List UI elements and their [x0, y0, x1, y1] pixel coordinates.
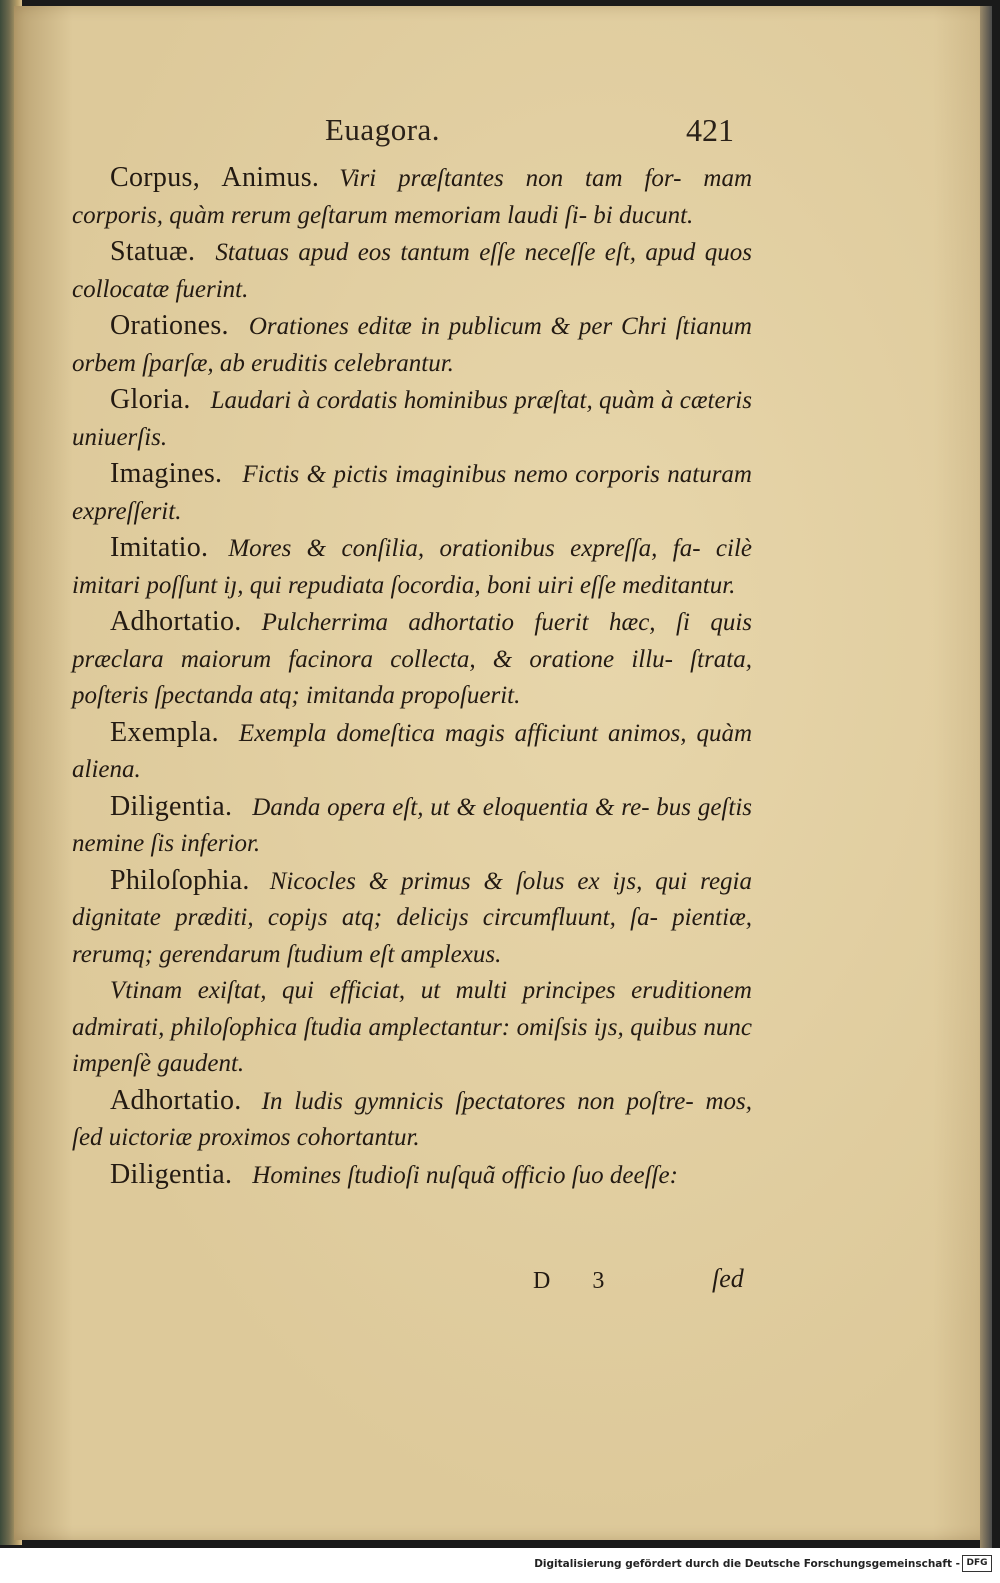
entry-keyword: Statuæ.: [110, 236, 196, 267]
entry-keyword: Corpus, Animus.: [110, 162, 320, 193]
entry-keyword: Adhortatio.: [110, 606, 242, 637]
entry-keyword: Orationes.: [110, 310, 229, 341]
entry-text: Orationes editæ in publicum & per Chri ſtianum orbem ſparſæ, ab eruditis celebrantur.: [72, 313, 752, 377]
entry-keyword: Gloria.: [110, 384, 191, 415]
entry-diligentia-2: [72, 1157, 752, 1195]
entry-keyword: Imagines.: [110, 458, 223, 489]
entry-imitatio: [72, 530, 752, 604]
entry-orationes: [72, 308, 752, 382]
entry-text: Fictis & pictis imaginibus nemo corporis naturam expreſſerit.: [72, 461, 752, 525]
entry-text: Danda opera eſt, ut & eloquentia & re- bus geſtis nemine ſis inferior.: [72, 793, 752, 857]
entry-keyword: Imitatio.: [110, 532, 209, 563]
entry-text: In ludis gymnicis ſpectatores non poſtre- mos, ſed uictoriæ proximos cohortantur.: [72, 1087, 752, 1151]
entry-philosophia: [72, 863, 752, 974]
entry-text: Mores & conſilia, orationibus expreſſa, fa- cilè imitari poſſunt iȷ, qui repudiata ſocordia, boni uiri eſſe meditantur.: [72, 535, 752, 599]
entry-text: Statuas apud eos tantum eſſe neceſſe eſt, apud quos collocatæ fuerint.: [72, 239, 752, 303]
entry-adhortatio-2: [72, 1083, 752, 1157]
entry-statuae: [72, 234, 752, 308]
page-right-edge: [980, 6, 992, 1551]
credit-text: Digitalisierung gefördert durch die Deutsche Forschungsgemeinschaft -: [534, 1558, 960, 1570]
entry-exempla: [72, 715, 752, 789]
entry-text: Nicocles & primus & ſolus ex iȷs, qui regia dignitate præditi, copiȷs atq; deliciȷs circumfluunt, ſa- pientiæ, rerumq; gerendarum ſtudium eſt amplexus.: [72, 867, 752, 968]
running-title: Euagora.: [325, 112, 441, 147]
entry-text: Viri præſtantes non tam for- mam corporis, quàm rerum geſtarum memoriam laudi ſi- bi ducunt.: [72, 165, 752, 229]
page-number: 421: [686, 112, 734, 148]
entry-imagines: [72, 456, 752, 530]
entry-utinam: [72, 973, 752, 1083]
entry-diligentia-1: [72, 789, 752, 863]
entry-gloria: [72, 382, 752, 456]
entry-corpus: [72, 160, 752, 234]
entry-text: Exempla domeſtica magis afficiunt animos, quàm aliena.: [72, 719, 752, 783]
entry-text: Pulcherrima adhortatio fuerit hæc, ſi quis præclara maiorum facinora collecta, & oratione illu- ſtrata, poſteris ſpectanda atq; imitanda propoſuerit.: [72, 609, 752, 709]
entry-adhortatio-1: [72, 604, 752, 715]
signature-mark: D 3: [533, 1268, 623, 1294]
entry-text: Vtinam exiſtat, qui efficiat, ut multi principes eruditionem admirati, philoſophica ſtudia amplectantur: omiſsis iȷs, quibus nunc impenſè gaudent.: [72, 977, 752, 1077]
entry-keyword: Exempla.: [110, 716, 219, 748]
text-block: [72, 160, 752, 1194]
entry-text: Homines ſtudioſi nuſquã officio ſuo deeſſe:: [252, 1161, 678, 1189]
entry-keyword: Philoſophia.: [110, 864, 250, 896]
entry-keyword: Adhortatio.: [110, 1084, 242, 1116]
dfg-logo-icon: DFG: [962, 1555, 992, 1572]
entry-text: Laudari à cordatis hominibus præſtat, quàm à cæteris uniuerſis.: [72, 387, 752, 451]
entry-keyword: Diligentia.: [110, 790, 233, 822]
entry-keyword: Diligentia.: [110, 1158, 233, 1190]
catchword: ſed: [712, 1264, 744, 1293]
